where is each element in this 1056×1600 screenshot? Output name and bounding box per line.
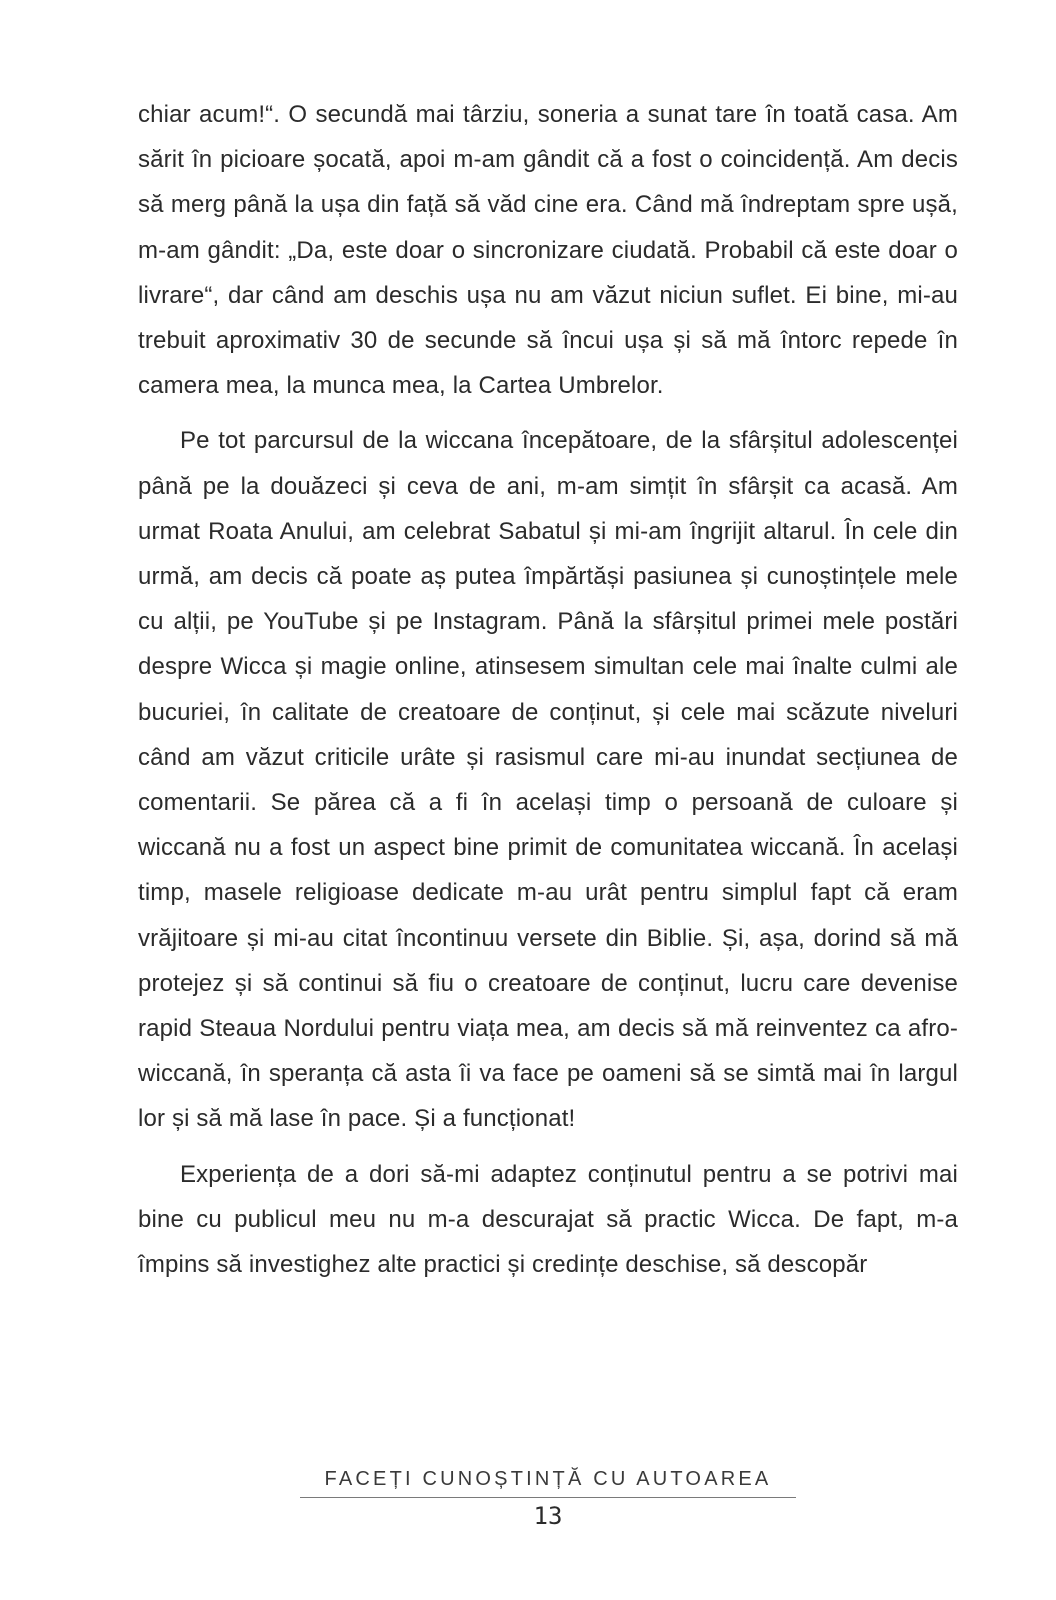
page-body (138, 92, 958, 1297)
page-footer (300, 1468, 796, 1530)
page-number: 13 (533, 1502, 563, 1530)
running-head: FACEȚI CUNOȘTINȚĂ CU AUTOAREA (300, 1468, 796, 1498)
paragraph: Experiența de a dori să-mi adaptez conținutul pentru a se potrivi mai bine cu publicul meu nu m-a descurajat să practic Wicca. De fapt, m-a împins să investighez alte practici și credințe deschise, să descopăr (138, 1160, 958, 1279)
paragraph: Pe tot parcursul de la wiccana începătoare, de la sfârșitul adolescenței până pe la douăzeci și ceva de ani, m-am simțit în sfârșit ca acasă. Am urmat Roata Anului, am celebrat Sabatul și mi-am îngrijit altarul. În cele din urmă, am decis că poate aș putea împărtăși pasiunea și cunoștințele mele cu alții, pe YouTube și pe Instagram. Până la sfârșitul primei mele postări despre Wicca și magie online, atinsesem simultan cele mai înalte culmi ale bucuriei, în calitate de creatoare de conținut, și cele mai scăzute niveluri când am văzut criticile urâte și rasismul care mi-au inundat secțiunea de comentarii. Se părea că a fi în același timp o persoană de culoare și wiccană nu a fost un aspect bine primit de comunitatea wiccană. În același timp, masele religioase dedicate m-au urât pentru simplul fapt că eram vrăjitoare și mi-au citat încontinuu versete din Biblie. Și, așa, dorind să mă protejez și să continui să fiu o creatoare de conținut, lucru care devenise rapid Steaua Nordului pentru viața mea, am decis să mă reinventez ca afro-wiccană, în speranța că asta îi va face pe oameni să se simtă mai în largul lor și să mă lase în pace. Și a funcționat! (138, 427, 958, 1133)
paragraph-continued: chiar acum!“. O secundă mai târziu, soneria a sunat tare în toată casa. Am sărit în picioare șocată, apoi m-am gândit că a fost o coincidență. Am decis să merg până la ușa din față să văd cine era. Când mă îndreptam spre ușă, m-am gândit: „Da, este doar o sincronizare ciudată. Probabil că este doar o livrare“, dar când am deschis ușa nu am văzut niciun suflet. Ei bine, mi-au trebuit aproximativ 30 de secunde să încui ușa și să mă întorc repede în camera mea, la munca mea, la Cartea Umbrelor. (138, 101, 958, 400)
